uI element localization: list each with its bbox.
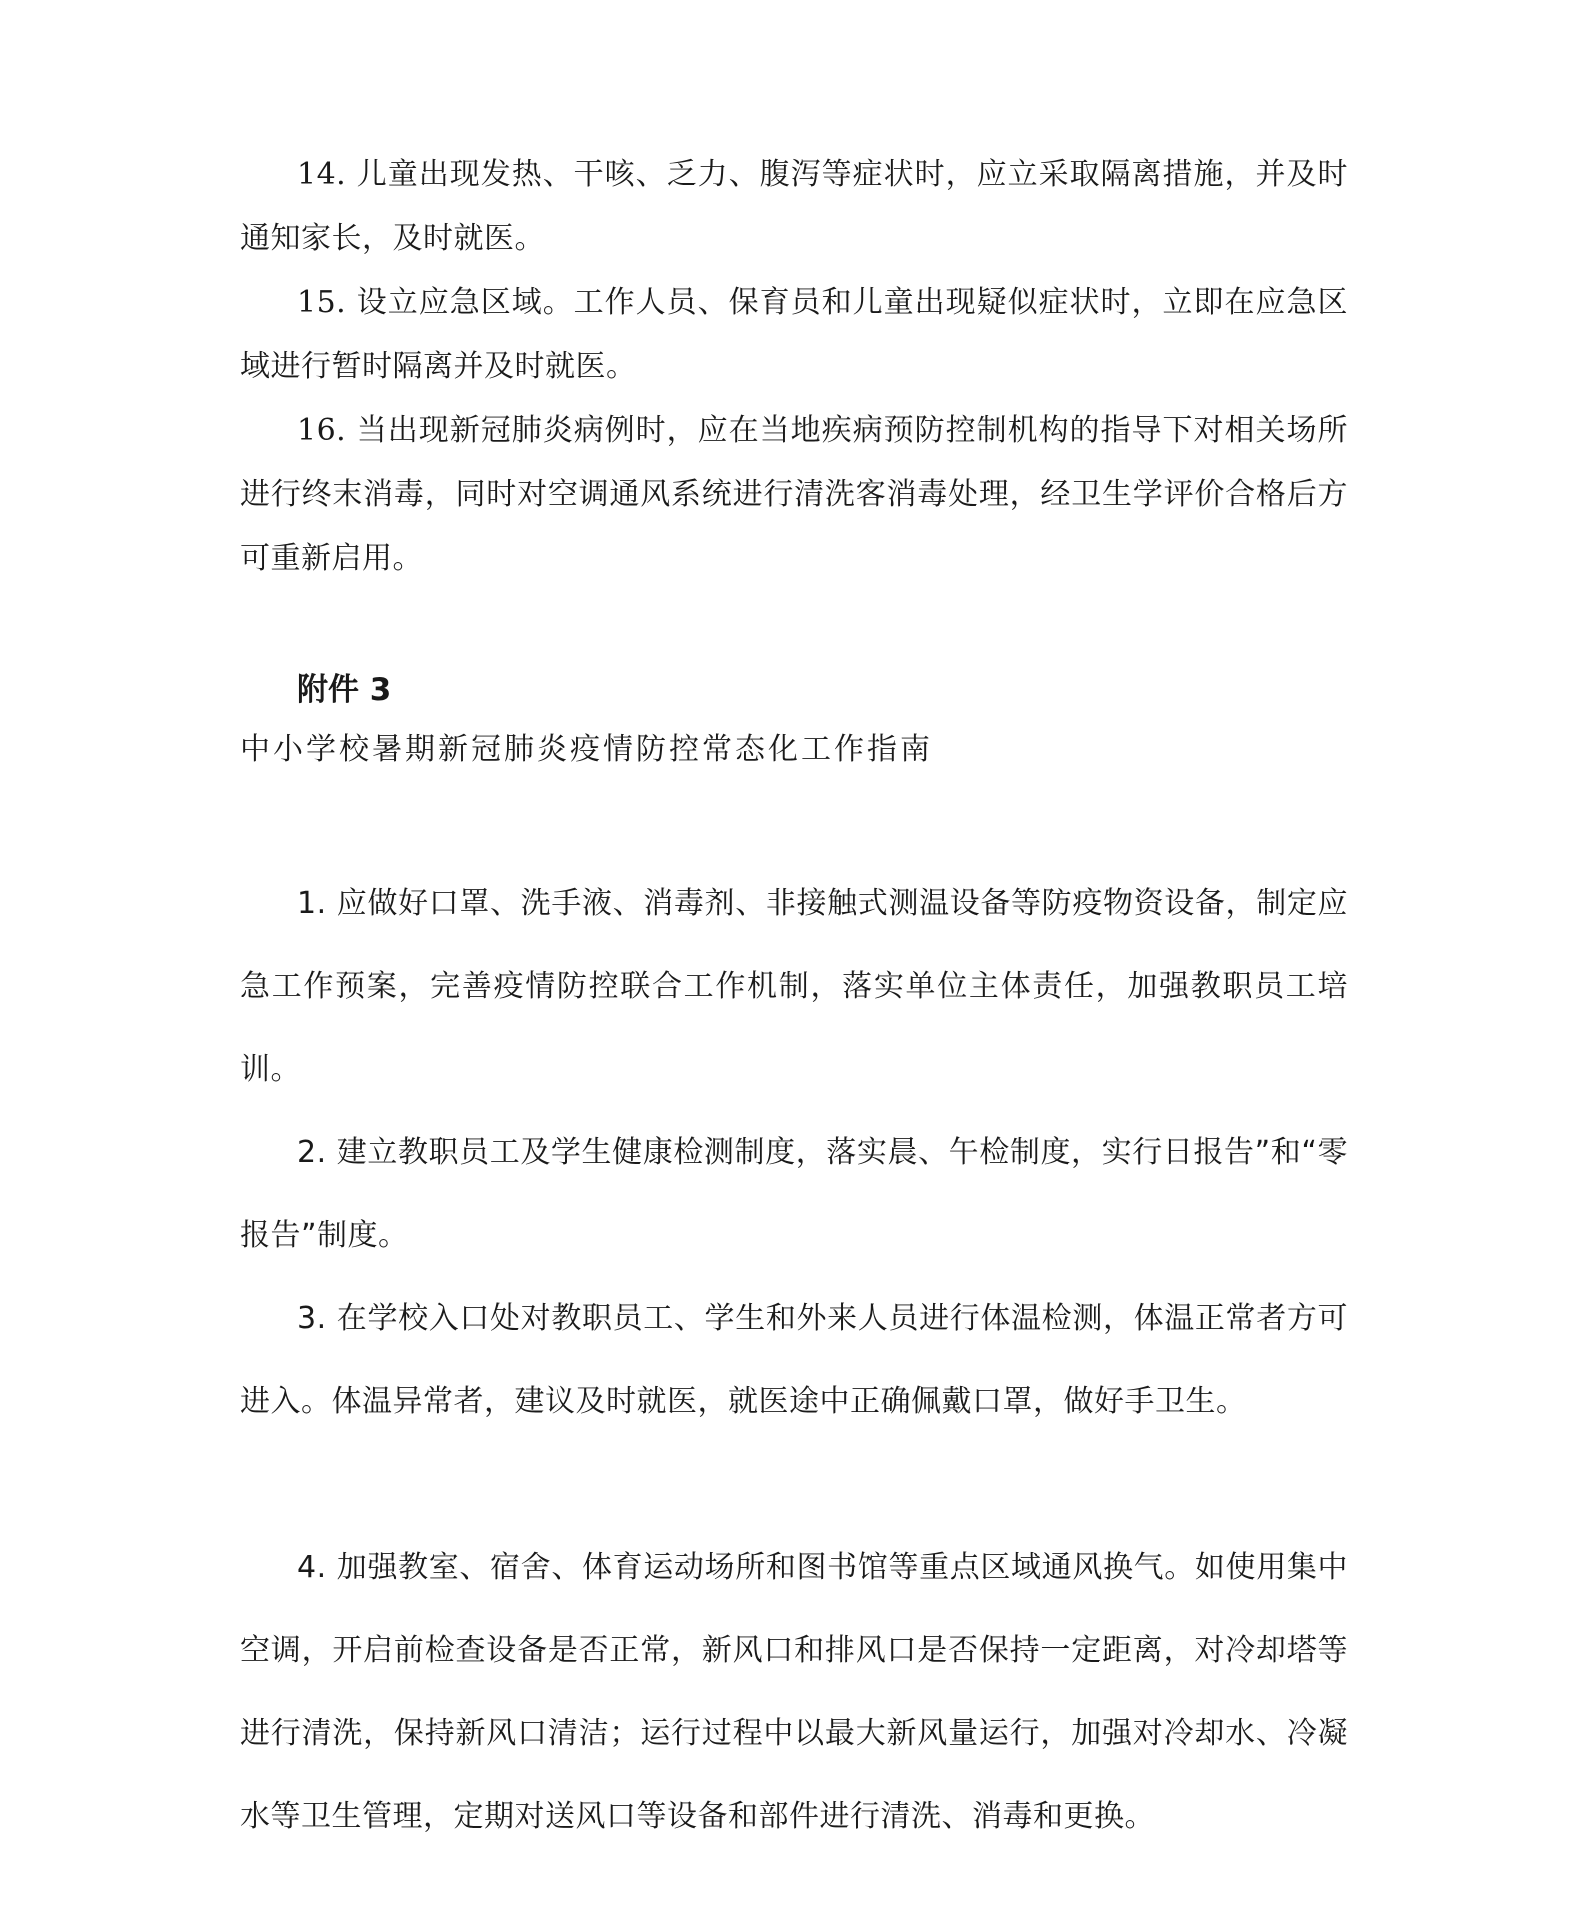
paragraph-item-14: 14. 儿童出现发热、干咳、乏力、腹泻等症状时，应立采取隔离措施，并及时通知家长，及时就医。 [240, 157, 1348, 256]
guide-item-2: 2. 建立教职员工及学生健康检测制度，落实晨、午检制度，实行日报告”和“零报告”制度。 [240, 1135, 1348, 1253]
attachment-heading: 附件 3 [297, 672, 392, 708]
paragraph-item-15: 15. 设立应急区域。工作人员、保育员和儿童出现疑似症状时，立即在应急区域进行暂时隔离并及时就医。 [240, 285, 1348, 384]
guide-item-3: 3. 在学校入口处对教职员工、学生和外来人员进行体温检测，体温正常者方可进入。体温异常者，建议及时就医，就医途中正确佩戴口罩，做好手卫生。 [240, 1301, 1348, 1419]
attachment-title: 中小学校暑期新冠肺炎疫情防控常态化工作指南 [240, 732, 933, 767]
guide-item-4: 4. 加强教室、宿舍、体育运动场所和图书馆等重点区域通风换气。如使用集中空调，开启前检查设备是否正常，新风口和排风口是否保持一定距离，对冷却塔等进行清洗，保持新风口清洁；运行过程中以最大新风量运行，加强对冷却水、冷凝水等卫生管理，定期对送风口等设备和部件进行清洗、消毒和更换。 [240, 1550, 1348, 1834]
guide-item-1: 1. 应做好口罩、洗手液、消毒剂、非接触式测温设备等防疫物资设备，制定应急工作预案，完善疫情防控联合工作机制，落实单位主体责任，加强教职员工培训。 [240, 886, 1348, 1087]
paragraph-item-16: 16. 当出现新冠肺炎病例时，应在当地疾病预防控制机构的指导下对相关场所进行终末消毒，同时对空调通风系统进行清洗客消毒处理，经卫生学评价合格后方可重新启用。 [240, 413, 1348, 576]
